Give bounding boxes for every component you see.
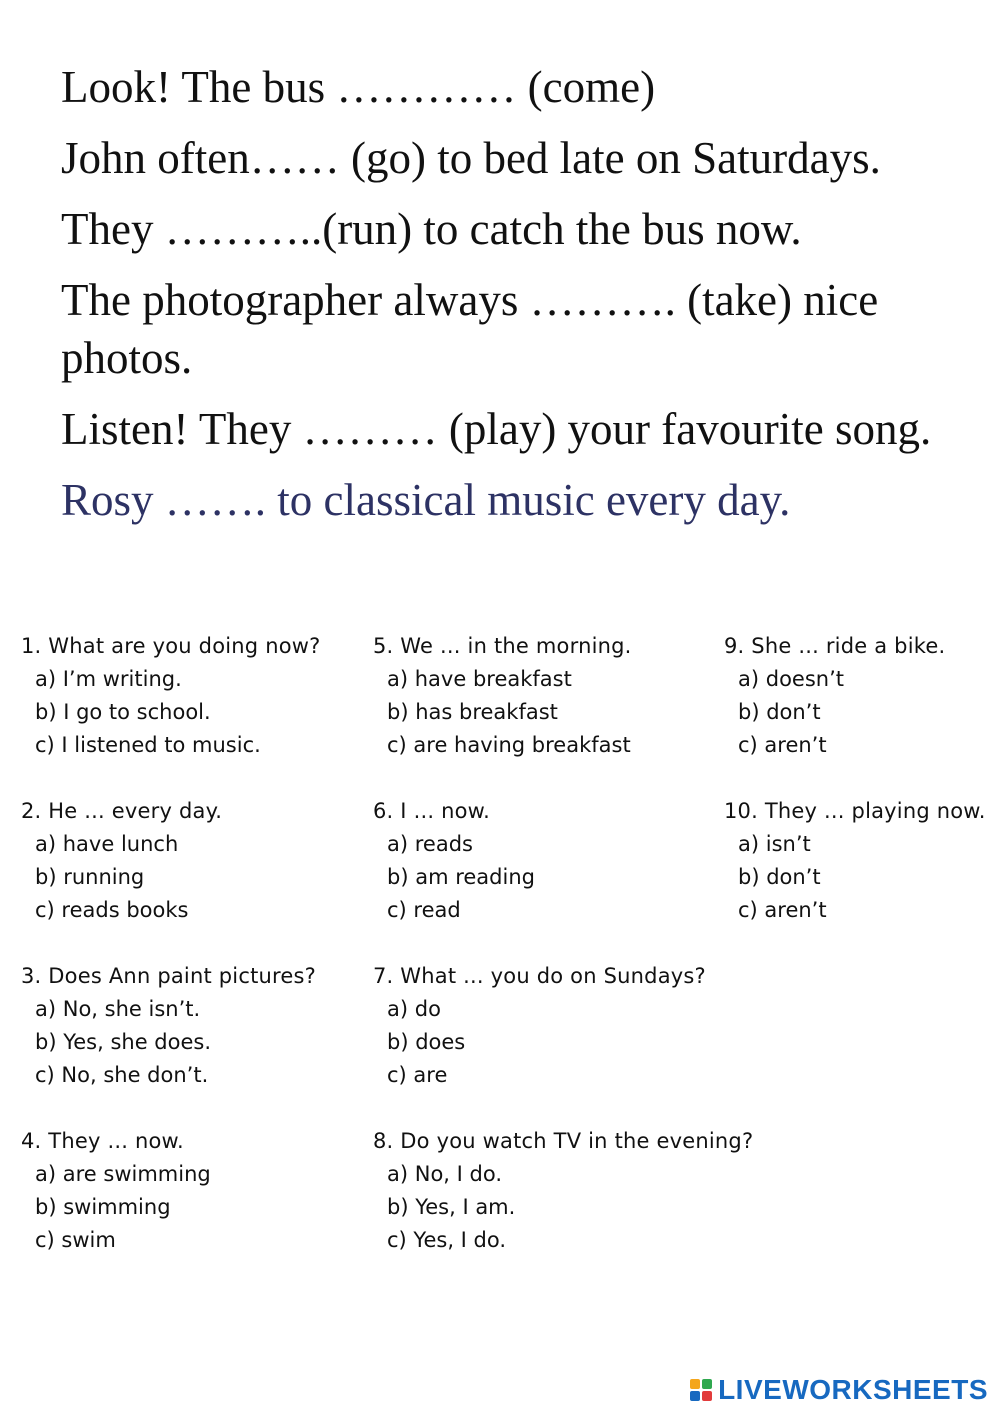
- question-block: [21, 1125, 320, 1257]
- answer-option[interactable]: a) doesn’t: [738, 667, 844, 691]
- answer-option[interactable]: c) aren’t: [738, 898, 827, 922]
- answer-option[interactable]: b) swimming: [35, 1195, 171, 1219]
- answer-option[interactable]: b) am reading: [387, 865, 535, 889]
- question-text: 3. Does Ann paint pictures?: [21, 964, 317, 988]
- liveworksheets-logo: [690, 1374, 988, 1406]
- logo-square: [690, 1379, 700, 1389]
- fill-in-sentence: John often…… (go) to bed late on Saturdays.: [61, 133, 881, 183]
- answer-option[interactable]: c) Yes, I do.: [387, 1228, 507, 1252]
- fill-in-sentences: [61, 58, 961, 542]
- answer-option[interactable]: b) running: [35, 865, 145, 889]
- question-block: [21, 795, 320, 927]
- answer-option[interactable]: c) are having breakfast: [387, 733, 631, 757]
- logo-square: [702, 1379, 712, 1389]
- answer-option[interactable]: a) No, she isn’t.: [35, 997, 201, 1021]
- logo-text: LIVEWORKSHEETS: [718, 1374, 988, 1405]
- answer-option[interactable]: a) have lunch: [35, 832, 179, 856]
- answer-option[interactable]: b) has breakfast: [387, 700, 558, 724]
- question-block: [373, 1125, 753, 1257]
- question-text: 5. We ... in the morning.: [373, 634, 632, 658]
- question-text: 7. What ... you do on Sundays?: [373, 964, 706, 988]
- question-text: 6. I ... now.: [373, 799, 490, 823]
- answer-option[interactable]: a) do: [387, 997, 441, 1021]
- answer-option[interactable]: c) read: [387, 898, 461, 922]
- answer-option[interactable]: b) does: [387, 1030, 466, 1054]
- answer-option[interactable]: a) are swimming: [35, 1162, 211, 1186]
- liveworksheets-logo-icon: [690, 1379, 712, 1401]
- question-block: [724, 630, 986, 762]
- answer-option[interactable]: c) swim: [35, 1228, 116, 1252]
- answer-option[interactable]: c) No, she don’t.: [35, 1063, 209, 1087]
- answer-option[interactable]: b) don’t: [738, 700, 821, 724]
- answer-option[interactable]: a) have breakfast: [387, 667, 572, 691]
- answer-option[interactable]: a) isn’t: [738, 832, 811, 856]
- answer-option[interactable]: b) don’t: [738, 865, 821, 889]
- fill-in-sentence: Rosy ……. to classical music every day.: [61, 475, 791, 525]
- question-text: 4. They ... now.: [21, 1129, 184, 1153]
- quiz-column-2: [373, 630, 753, 1290]
- question-block: [373, 960, 753, 1092]
- logo-square: [702, 1391, 712, 1401]
- fill-in-sentence: They ………..(run) to catch the bus now.: [61, 204, 802, 254]
- question-block: [21, 960, 320, 1092]
- question-block: [373, 630, 753, 762]
- fill-in-sentence: The photographer always ………. (take) nice photos.: [61, 275, 879, 383]
- question-block: [724, 795, 986, 927]
- question-text: 1. What are you doing now?: [21, 634, 321, 658]
- answer-option[interactable]: b) I go to school.: [35, 700, 211, 724]
- answer-option[interactable]: a) No, I do.: [387, 1162, 502, 1186]
- multiple-choice-quiz: [0, 630, 1000, 1270]
- answer-option[interactable]: b) Yes, she does.: [35, 1030, 212, 1054]
- answer-option[interactable]: c) are: [387, 1063, 448, 1087]
- quiz-column-1: [21, 630, 320, 1290]
- answer-option[interactable]: c) aren’t: [738, 733, 827, 757]
- answer-option[interactable]: b) Yes, I am.: [387, 1195, 516, 1219]
- quiz-column-3: [724, 630, 986, 960]
- fill-in-sentence: Listen! They ……… (play) your favourite song.: [61, 404, 932, 454]
- answer-option[interactable]: c) I listened to music.: [35, 733, 261, 757]
- question-text: 2. He ... every day.: [21, 799, 223, 823]
- question-text: 10. They ... playing now.: [724, 799, 986, 823]
- answer-option[interactable]: c) reads books: [35, 898, 189, 922]
- answer-option[interactable]: a) I’m writing.: [35, 667, 182, 691]
- question-block: [21, 630, 320, 762]
- question-block: [373, 795, 753, 927]
- question-text: 9. She ... ride a bike.: [724, 634, 946, 658]
- logo-square: [690, 1391, 700, 1401]
- question-text: 8. Do you watch TV in the evening?: [373, 1129, 754, 1153]
- answer-option[interactable]: a) reads: [387, 832, 473, 856]
- fill-in-sentence: Look! The bus ………… (come): [61, 62, 656, 112]
